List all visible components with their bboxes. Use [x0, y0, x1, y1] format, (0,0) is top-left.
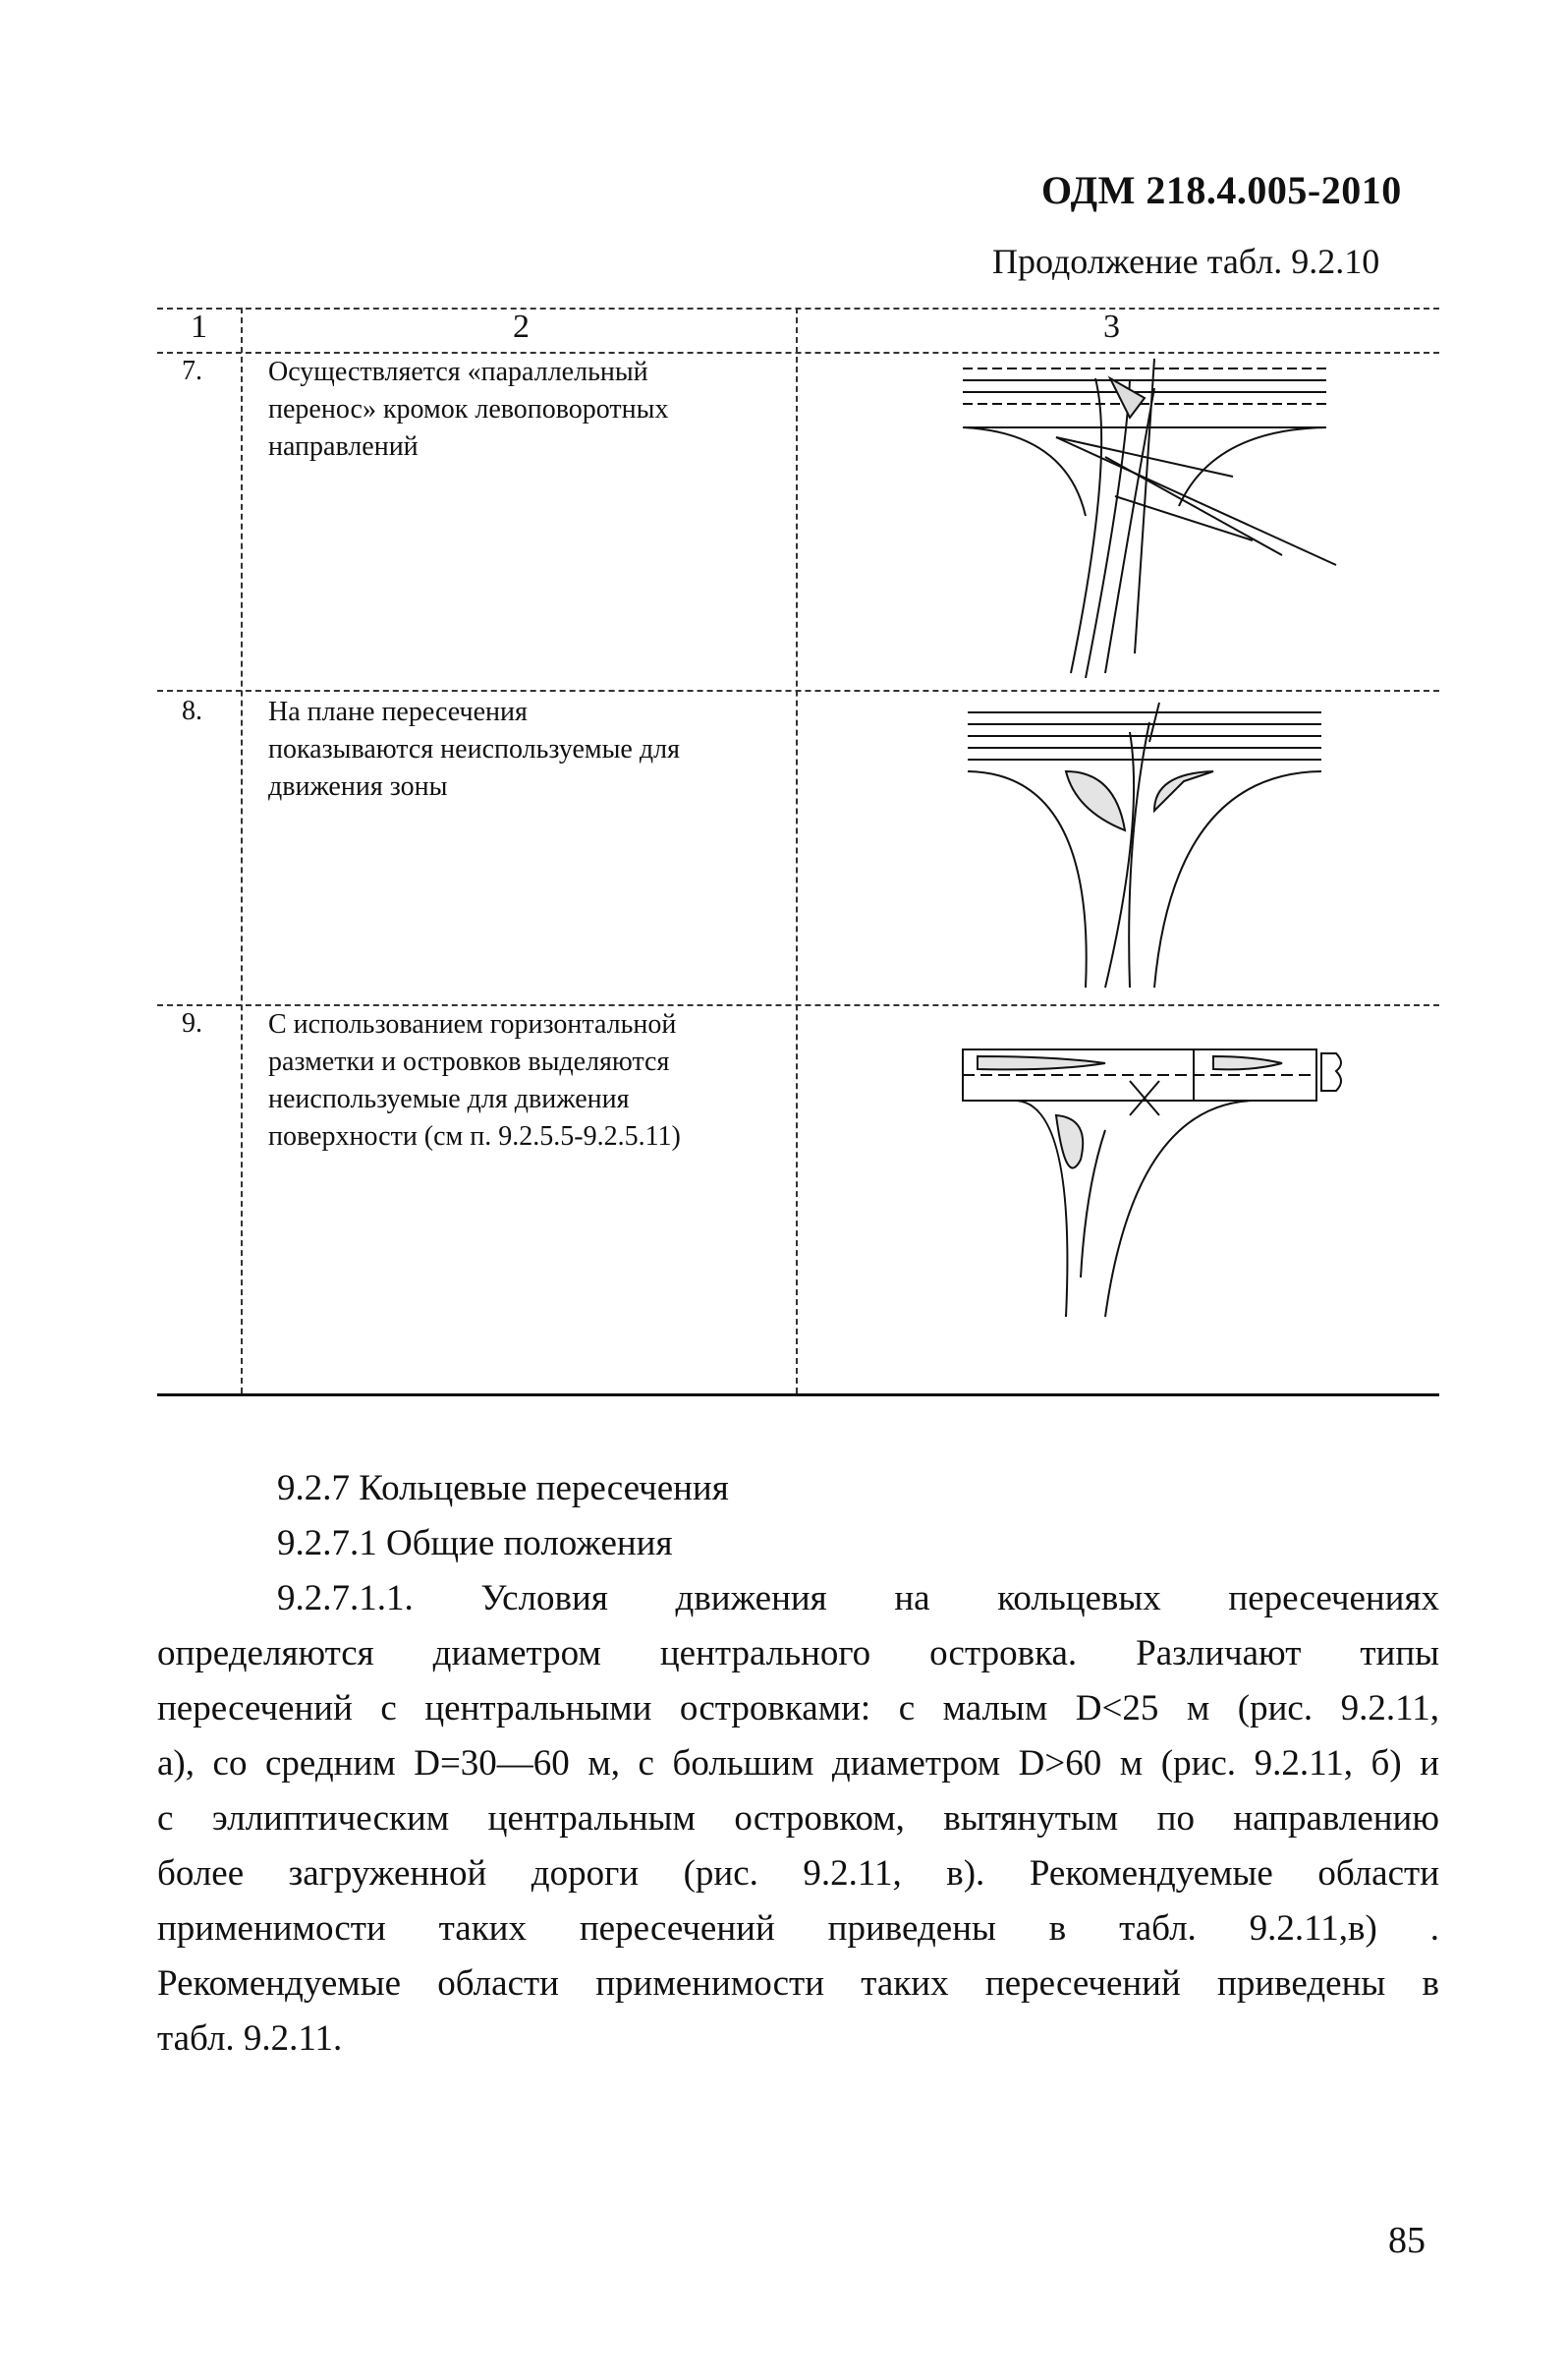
paragraph-line: Рекомендуемые области применимости таких пересечений приведены в [157, 1963, 1439, 2004]
row-text-line: разметки и островков выделяются [268, 1047, 670, 1077]
column-header-1: 1 [191, 309, 207, 345]
row-number: 8. [182, 696, 202, 726]
column-divider-1 [241, 308, 243, 1393]
row-number: 7. [182, 356, 202, 386]
section-paragraph [157, 1571, 1439, 2067]
table-continuation-label: Продолжение табл. 9.2.10 [992, 242, 1380, 281]
row-7-bottom-rule [157, 690, 1439, 692]
row-description [268, 694, 680, 806]
row-text-line: перенос» кромок левоповоротных [268, 394, 669, 425]
paragraph-line: 9.2.7.1.1. Условия движения на кольцевых пересечениях [277, 1578, 1439, 1618]
row-text-line: неиспользуемые для движения [268, 1084, 630, 1114]
row-text-line: движения зоны [268, 771, 448, 802]
row-text-line: На плане пересечения [268, 697, 528, 727]
paragraph-line: пересечений с центральными островками: с малым D<25 м (рис. 9.2.11, [157, 1688, 1439, 1728]
paragraph-line: с эллиптическим центральным островком, вытянутым по направлению [157, 1798, 1439, 1839]
section-heading: 9.2.7 Кольцевые пересечения [277, 1468, 729, 1508]
column-header-3: 3 [1103, 309, 1120, 345]
row-number: 9. [182, 1008, 202, 1039]
page-number: 85 [1388, 2220, 1426, 2261]
row-text-line: показываются неиспользуемые для [268, 734, 680, 765]
row-description [268, 1006, 681, 1156]
row-description [268, 354, 668, 466]
row-text-line: направлений [268, 431, 419, 462]
row-text-line: поверхности (см п. 9.2.5.5-9.2.5.11) [268, 1121, 681, 1152]
unused-zones-intersection-icon [958, 703, 1370, 997]
row-text-line: С использованием горизонтальной [268, 1009, 677, 1040]
marking-islands-intersection-icon [958, 1042, 1351, 1327]
parallel-offset-left-turn-edges-icon [958, 359, 1370, 683]
column-divider-2 [796, 308, 798, 1393]
section-subheading: 9.2.7.1 Общие положения [277, 1523, 673, 1563]
paragraph-line: а), со средним D=30—60 м, с большим диаметром D>60 м (рис. 9.2.11, б) и [157, 1743, 1439, 1784]
column-header-2: 2 [513, 309, 530, 345]
paragraph-line: более загруженной дороги (рис. 9.2.11, в). Рекомендуемые области [157, 1853, 1439, 1894]
document-code: ОДМ 218.4.005-2010 [1041, 168, 1402, 212]
paragraph-line: применимости таких пересечений приведены в табл. 9.2.11,в) . [157, 1908, 1439, 1949]
row-text-line: Осуществляется «параллельный [268, 357, 648, 387]
table-top-rule [157, 308, 1439, 310]
paragraph-line: табл. 9.2.11. [157, 2018, 343, 2059]
table-bottom-rule [157, 1393, 1439, 1396]
paragraph-line: определяются диаметром центрального островка. Различают типы [157, 1633, 1439, 1673]
